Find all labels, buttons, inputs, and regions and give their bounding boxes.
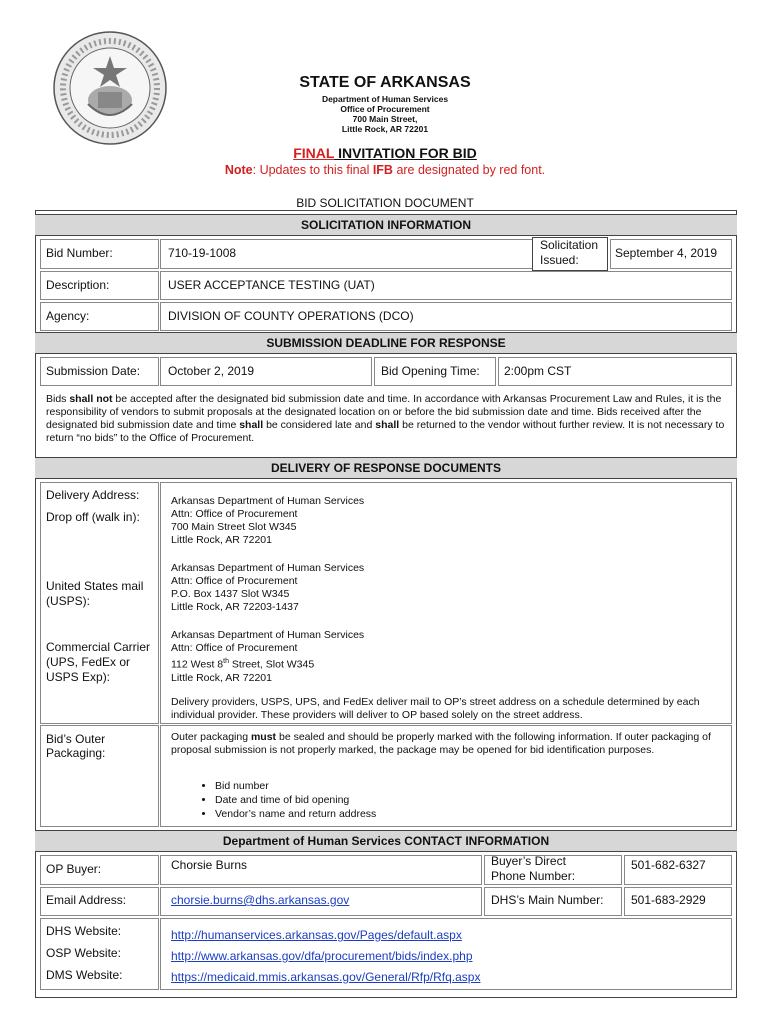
buyer-name: Chorsie Burns [171,858,248,872]
dropoff-label: Drop off (walk in): [46,510,140,524]
addr1-line-3: 700 Main Street Slot W345 [171,521,297,533]
policy-text-1: Bids [46,393,70,405]
policy-text-4: be returned to the vendor without further review. It is not necessary to return “no bids” to the Office of Procurement. [46,419,725,444]
outer-label-1: Bid’s Outer [46,732,106,746]
policy-bold-2: shall [239,419,264,431]
providers-note: Delivery providers, USPS, UPS, and FedEx deliver mail to OP’s street address on a schedule determined by each individual provider. These providers will deliver to OP based solely on the street address. [171,696,700,721]
addr1-line-1: Arkansas Department of Human Services [171,495,365,507]
policy-text-2: be accepted after the designated bid submission date and time. In accordance with Arkansas Procurement Law and Rules, it is the responsibility of vendors to submit proposals at the designated location on or before the bid submission date and time. Bids received after the designated bid submission date and time [46,393,722,431]
doc-title: BID SOLICITATION DOCUMENT [296,196,474,210]
description-label: Description: [46,278,110,292]
update-note [0,163,770,177]
osp-website-link[interactable]: http://www.arkansas.gov/dfa/procurement/bids/index.php [171,949,473,963]
submission-label: Submission Date: [46,364,141,378]
issued-label-2: Issued: [540,253,579,267]
state-title: STATE OF ARKANSAS [299,74,471,91]
description: USER ACCEPTANCE TESTING (UAT) [168,278,375,292]
buyer-phone: 501-682-6327 [631,858,706,872]
addr2-line-4: Little Rock, AR 72203-1437 [171,601,299,613]
phone-label-1: Buyer’s Direct [491,854,566,868]
carrier-label-2: (UPS, FedEx or [46,655,131,669]
email-label: Email Address: [46,893,127,907]
email-value [171,893,349,907]
outer-label-2: Packaging: [46,746,106,760]
dhs-website-link[interactable]: http://humanservices.arkansas.gov/Pages/default.aspx [171,928,462,942]
issued-date: September 4, 2019 [615,246,718,260]
street-line: 700 Main Street, [352,114,418,124]
phone-label-2: Phone Number: [491,869,576,883]
office-line: Office of Procurement [340,104,430,114]
addr3-street-a: 112 West 8 [171,658,224,671]
delivery-band: DELIVERY OF RESPONSE DOCUMENTS [35,457,737,479]
heading-rest: INVITATION FOR BID [334,145,477,161]
main-number: 501-683-2929 [631,893,706,907]
note-text-a: : Updates to this final [252,163,373,177]
note-ifb: IFB [372,163,393,177]
addr3-street-b: Street, Slot W345 [229,658,315,671]
issued-label-1: Solicitation [540,238,599,252]
outer-text-bold: must [250,731,277,743]
addr1-line-2: Attn: Office of Procurement [171,508,298,520]
carrier-label-3: USPS Exp): [46,670,111,684]
dropoff-address [171,495,364,547]
policy-bold-3: shall [375,419,400,431]
deadline-band: SUBMISSION DEADLINE FOR RESPONSE [35,332,737,354]
outer-bullets [171,779,376,821]
dept-line: Department of Human Services [321,94,449,104]
addr3-line-4: Little Rock, AR 72201 [171,671,272,684]
usps-label-2: (USPS): [46,594,91,608]
late-bid-policy [46,393,726,445]
addr3-line-3 [171,655,364,672]
bid-number-label: Bid Number: [46,246,113,260]
bullet-item: • Bid number [215,779,376,793]
addr3-ordinal: th [223,658,229,665]
buyer-label: OP Buyer: [46,862,102,876]
addr2-line-3: P.O. Box 1437 Slot W345 [171,588,290,600]
final-word: FINAL [293,145,335,161]
opening-time: 2:00pm CST [504,364,572,378]
contact-band: Department of Human Services CONTACT INFORMATION [35,830,737,852]
usps-address [171,562,364,614]
outer-text-c: be sealed and should be properly marked with the following information. If outer packaging of proposal submission is not properly marked, the package may be opened for bid identification purposes. [171,731,711,756]
carrier-address [171,629,364,685]
solicitation-band: SOLICITATION INFORMATION [35,214,737,236]
usps-label-1: United States mail [46,579,144,593]
note-label: Note [224,163,253,177]
addr2-line-2: Attn: Office of Procurement [171,575,298,587]
delivery-address-label: Delivery Address: [46,488,140,502]
document-heading [0,145,770,161]
outer-text-a: Outer packaging [171,731,251,743]
submission-date: October 2, 2019 [168,364,255,378]
dhs-website-label: DHS Website: [46,924,122,938]
addr3-line-1: Arkansas Department of Human Services [171,629,365,641]
policy-text-3: be considered late and [263,419,376,431]
policy-bold-1: shall not [69,393,113,405]
note-text-b: are designated by red font. [392,163,546,177]
bullet-item: • Vendor’s name and return address [215,807,376,821]
city-line: Little Rock, AR 72201 [341,124,429,134]
dms-website-label: DMS Website: [46,968,123,982]
dms-website-link[interactable]: https://medicaid.mmis.arkansas.gov/General/Rfp/Rfq.aspx [171,970,481,984]
osp-website-label: OSP Website: [46,946,121,960]
carrier-label-1: Commercial Carrier [46,640,151,654]
agency-label: Agency: [46,309,90,323]
addr1-line-4: Little Rock, AR 72201 [171,534,272,546]
bullet-item: • Date and time of bid opening [215,793,376,807]
addr2-line-1: Arkansas Department of Human Services [171,562,365,574]
main-number-label: DHS’s Main Number: [491,893,604,907]
buyer-email-link[interactable]: chorsie.burns@dhs.arkansas.gov [171,893,350,907]
outer-packaging-text [171,731,723,757]
bid-number: 710-19-1008 [168,246,237,260]
opening-label: Bid Opening Time: [381,364,480,378]
agency: DIVISION OF COUNTY OPERATIONS (DCO) [168,309,414,323]
addr3-line-2: Attn: Office of Procurement [171,642,298,654]
